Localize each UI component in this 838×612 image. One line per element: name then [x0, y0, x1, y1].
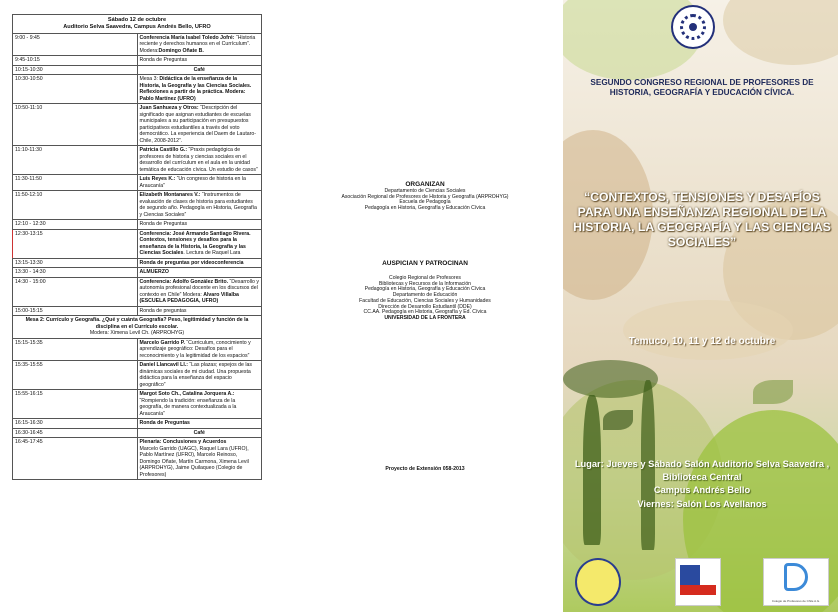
organizers-panel [290, 0, 560, 612]
leaf-shape [753, 380, 793, 404]
table-row [13, 146, 262, 175]
row-text [137, 438, 262, 480]
leaf-shape [603, 410, 633, 430]
table-row [13, 104, 262, 146]
project-label: Proyecto de Extensión 058-2013 [385, 466, 465, 472]
row-text [137, 220, 262, 230]
row-description: “Historia reciente y derechos humanos en el Currículum”. Modera: [139, 34, 256, 54]
row-description: “Curriculum, conocimiento y aprendizaje geográfico: Desafíos para el reconocimiento y la legitimidad de los espacios” [139, 339, 251, 359]
schedule-table [12, 14, 262, 480]
row-description: Ronda de Preguntas [139, 57, 188, 64]
row-time: 15:55-16:15 [13, 390, 138, 419]
row-text [137, 175, 262, 191]
plenary-lead: Plenaria: Conclusiones y Acuerdos [139, 439, 227, 446]
table-row [13, 56, 262, 66]
row-time: 12:30-13:15 [13, 229, 138, 258]
row-description: Ronda de Preguntas [139, 221, 188, 228]
colegio-caption: Colegio de Profesores de Chile A.G. [771, 599, 821, 603]
row-description: “Instrumentos de evaluación de clases de historia para estudiantes de segundo año. Pedagogía en Historia, Geografía y Ciencias Sociales” [139, 192, 257, 218]
venue: Auditorio Selva Saavedra, Campus Andrés Bello, UFRO [63, 23, 211, 30]
row-text [137, 229, 262, 258]
row-time: 11:10-11:30 [13, 146, 138, 175]
colegio-mark-icon [784, 563, 808, 591]
row-description: Café [193, 66, 205, 73]
event-location [573, 458, 831, 511]
row-speaker: Conferencia: Adolfo González Brito. [139, 278, 229, 285]
row-description: “Un congreso de historia en la Araucanía” [139, 176, 246, 189]
congress-emblem [671, 5, 715, 49]
row-time: 13:15-13:30 [13, 258, 138, 268]
row-time: 11:30-11:50 [13, 175, 138, 191]
table-row [13, 438, 262, 480]
row-speaker: Ronda de preguntas por videoconferencia [139, 259, 244, 266]
flag-stripe-icon [680, 585, 716, 595]
row-time: 11:50-12:10 [13, 191, 138, 220]
row-speaker: Daniel Llancavil Ll.: [139, 362, 188, 369]
location-line-1: Lugar: Jueves y Sábado Salón Auditorio Selva Saavedra , Biblioteca Central [574, 459, 830, 483]
table-row [13, 191, 262, 220]
row-speaker: Elizabeth Montanares V.: [139, 192, 201, 199]
row-description: “Descripción del significado que asignan estudiantes de escuelas municipales a su participación en presupuestos participativos estudiantiles a través del voto democrático. La experiencia del Daem de Lautaro-Chile, 2008-2012”. [139, 105, 256, 144]
table-row [13, 33, 262, 56]
table-row [13, 75, 262, 104]
row-time: 9:45-10:15 [13, 56, 138, 66]
auspician-line: Facultad de Educación, Ciencias Sociales y Humanidades [359, 297, 491, 304]
row-text [137, 104, 262, 146]
row-time: 9:00 - 9:45 [13, 33, 138, 56]
row-time: 15:35-15:55 [13, 361, 138, 390]
row-speaker: Conferencia María Isabel Toledo Jofré: [139, 34, 235, 41]
table-row [13, 306, 262, 316]
tree-canopy [563, 360, 658, 398]
event-date: Temuco, 10, 11 y 12 de octubre [628, 336, 776, 347]
table-row [13, 268, 262, 278]
row-speaker: Conferencia: José Armando Santiago Rivera. Contextos, tensiones y desafíos para la enseñanza de la Historia, la Geografía y las Ciencias Sociales [139, 230, 251, 257]
location-line-2: Campus Andrés Bello [653, 485, 751, 496]
row-description: Mesa 3: [139, 76, 160, 83]
table-row [13, 229, 262, 258]
row-speaker: ALMUERZO [139, 269, 169, 276]
auspician-line: Departamento de Educación [392, 292, 458, 299]
flag-icon [680, 565, 700, 585]
background-earth [623, 300, 793, 360]
auspician-line: CC.AA. Pedagogía en Historia, Geografía y Ed. Cívica [363, 309, 487, 316]
mesa-2-row [13, 316, 262, 339]
row-moderator: Alvaro Villalba (ESCUELA PEDAGOGIA, UFRO) [139, 291, 239, 305]
organizan-line: Escuela de Pedagogía [399, 199, 451, 206]
table-row [13, 390, 262, 419]
row-text [137, 65, 262, 75]
row-time: 10:30-10:50 [13, 75, 138, 104]
row-text [137, 419, 262, 429]
table-row [13, 220, 262, 230]
row-time: 15:15-15:35 [13, 338, 138, 361]
row-text [137, 75, 262, 104]
row-time: 15:00-15:15 [13, 306, 138, 316]
ministerio-logo [675, 558, 721, 606]
row-time: 16:15-16:30 [13, 419, 138, 429]
row-description: “Praxis pedagógica de profesores de historia y ciencias sociales en el desarrollo del currículum en el aula en la unidad temática de educación cívica. Un estudio de casos” [139, 147, 258, 173]
row-time: 14:30 - 15:00 [13, 277, 138, 306]
row-text [137, 361, 262, 390]
mesa-2-title: Mesa 2: Currículo y Geografía. ¿Qué y cuánta Geografía? Peso, legitimidad y función de la disciplina en el Currículo escolar. [25, 317, 249, 330]
row-moderator: Domingo Oñate B. [158, 47, 204, 54]
table-row [13, 175, 262, 191]
arprohyg-logo [575, 558, 621, 606]
row-time: 13:30 - 14:30 [13, 268, 138, 278]
cover-panel [563, 0, 838, 612]
auspician-line: Bibliotecas y Recursos de la Información [378, 280, 471, 287]
table-row [13, 65, 262, 75]
organizan-line: Asociación Regional de Profesores de Historia y Geografía (ARPROHYG) [341, 193, 509, 200]
row-text [137, 191, 262, 220]
congress-title: “CONTEXTOS, TENSIONES Y DESAFÍOS PARA UNA ENSEÑANZA REGIONAL DE LA HISTORIA, LA GEOGRAFÍA Y LAS CIENCIAS SOCIALES” [573, 190, 831, 249]
row-text [137, 33, 262, 56]
auspician-line: Colegio Regional de Profesores [389, 275, 461, 281]
row-time: 12:10 - 12:30 [13, 220, 138, 230]
row-speaker: Margot Soto Ch., Catalina Jorquera A.: [139, 391, 235, 398]
row-speaker: Luis Reyes K.: [139, 176, 176, 183]
row-speaker: Juan Sanhueza y Otros: [139, 105, 199, 112]
row-speaker: Ronda de Preguntas [139, 420, 190, 427]
day-title: Sábado 12 de octubre [107, 17, 167, 23]
table-row [13, 428, 262, 438]
row-description: Ronda de preguntas [139, 307, 187, 314]
location-line-3: Viernes: Salón Los Avellanos [637, 498, 767, 509]
table-row [13, 361, 262, 390]
mesa-2-moderator: Modera: Ximena Levil Ch. (ARPROHYG) [89, 330, 185, 337]
schedule-header [13, 15, 262, 34]
row-speaker: Patricia Castillo G.: [139, 147, 188, 154]
row-text [137, 277, 262, 306]
row-text [137, 56, 262, 66]
auspician-title: AUSPICIAN Y PATROCINAN [382, 260, 468, 267]
schedule-panel [0, 0, 270, 612]
auspician-list [290, 276, 560, 322]
table-row [13, 277, 262, 306]
row-text [137, 258, 262, 268]
row-text [137, 306, 262, 316]
table-row [13, 338, 262, 361]
row-text: Café [137, 428, 262, 438]
organizan-title: ORGANIZAN [405, 181, 445, 188]
row-speaker: Marcelo Garrido P. [139, 339, 185, 346]
auspician-university: UNIVERSIDAD DE LA FRONTERA [384, 314, 466, 321]
background-foliage [723, 0, 838, 65]
colegio-profesores-logo [763, 558, 829, 606]
table-row [13, 258, 262, 268]
table-row [13, 419, 262, 429]
auspician-line: Pedagogía en Historia, Geografía y Educación Cívica [364, 286, 486, 293]
organizan-list [290, 189, 560, 212]
row-time: 16:45-17:45 [13, 438, 138, 480]
row-moderator: Didáctica de la enseñanza de la Historia, la Geografía y las Ciencias Sociales. Reflexiones a partir de la práctica. Modera: Pablo Martínez (UFRO) [139, 76, 252, 102]
congress-name: SEGUNDO CONGRESO REGIONAL DE PROFESORES DE HISTORIA, GEOGRAFÍA Y EDUCACIÓN CÍVICA. [590, 78, 814, 97]
row-time: 10:50-11:10 [13, 104, 138, 146]
row-description: “Desarrollo y autonomía profesional docente en los discursos del contexto en Chile” Modera: [139, 278, 259, 298]
row-text [137, 268, 262, 278]
row-description: “Rompiendo la tradición: enseñanza de la geografía, de manera contextualizada a la Araucanía” [139, 397, 237, 417]
row-time: 10:15-10:30 [13, 65, 138, 75]
row-time: 16:30-16:45 [13, 428, 138, 438]
auspician-line: Dirección de Desarrollo Estudiantil (DDE) [378, 303, 472, 310]
row-text [137, 146, 262, 175]
organizan-line: Departamento de Ciencias Sociales [384, 188, 466, 194]
row-text [137, 390, 262, 419]
row-description: “Las plazas; espejos de las dinámicas sociales de mi ciudad. Una propuesta didáctica para la enseñanza del espacio geográfico” [139, 362, 252, 388]
row-text [137, 338, 262, 361]
row-description: . Lectura de Raquel Lara [183, 250, 241, 257]
plenary-text: Marcelo Garrido (UAGC), Raquel Lara (UFRO), Pablo Martínez (UFRO), Marcelo Reinoso, Domingo Oñate, Martín Carmona, Ximena Levil (ARPROHYG), Jaime Quilaqueo (Colegio de Profesores) [139, 445, 249, 478]
organizan-line: Pedagogía en Historia, Geografía y Educación Cívica [364, 205, 486, 212]
